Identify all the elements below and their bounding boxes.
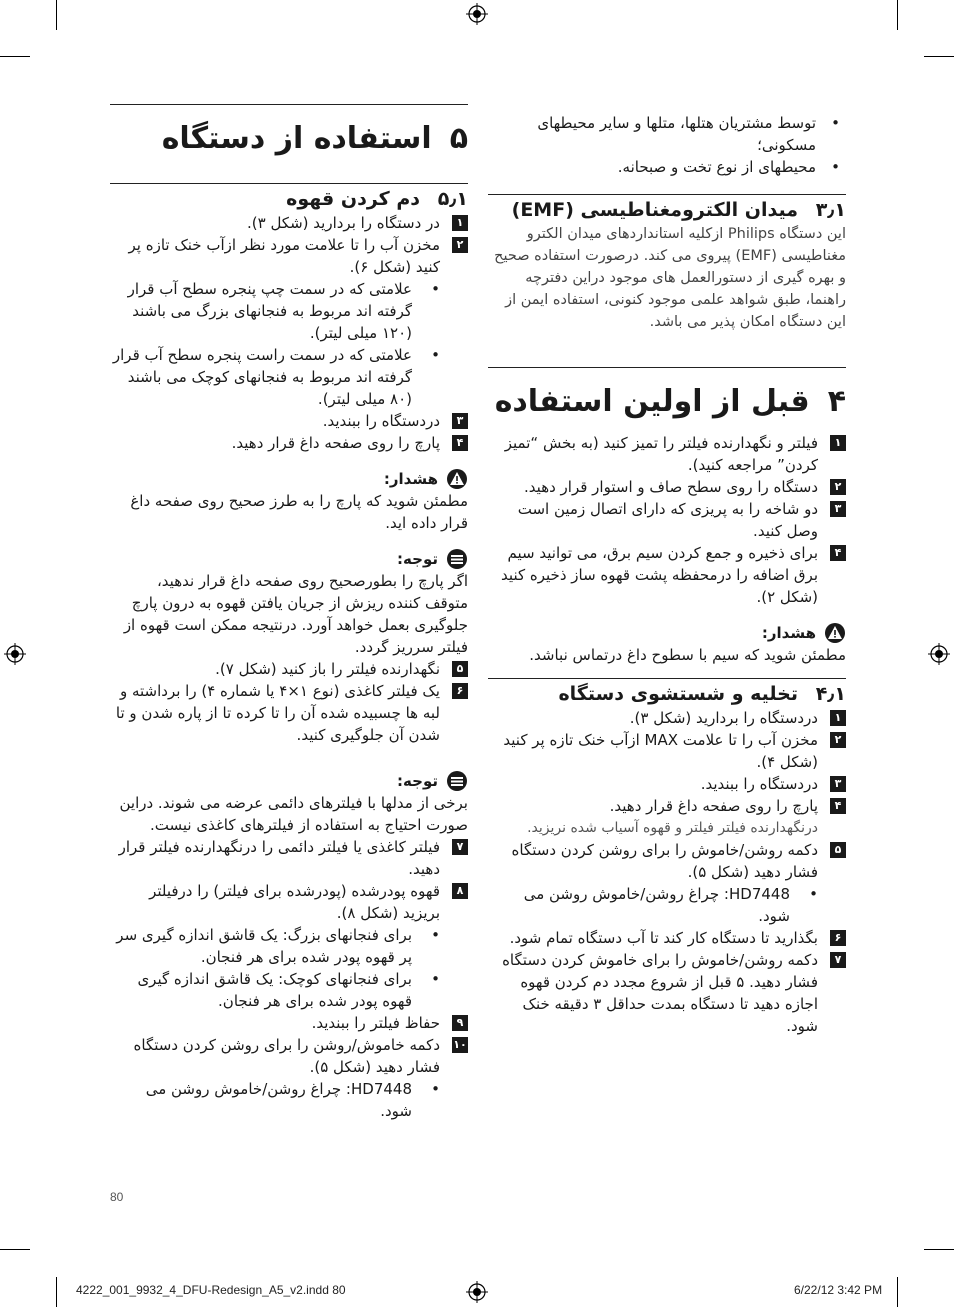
list-item: • HD7448: چراغ روشن/خاموش روشن می شود.	[488, 883, 846, 927]
note-heading: توجه:	[110, 548, 468, 570]
divider	[110, 183, 468, 184]
step-item: ۲ مخزن آب را تا علامت مورد نظر ازآب خنک تازه پر کنید (شکل ۶).	[110, 234, 468, 278]
step-item: ۶ یک فیلتر کاغذی (نوع ۱×۴ یا شماره ۴) را برداشته و لبه ها چسبیده شده آن را تا کرده تا از پاره شدن و تا شدن آن جلوگیری کنید.	[110, 680, 468, 746]
step-item: ۱ در دستگاه را بردارید (شکل ٣).	[110, 212, 468, 234]
registration-mark-icon	[466, 1281, 488, 1303]
step-item: ۹ حفاظ فیلتر را ببندید.	[110, 1012, 468, 1034]
list-item: • علامتی که در سمت راست پنجره سطح آب قرار گرفته اند مربوط به فنجانهای کوچک می باشند (۸۰ میلی لیتر).	[110, 344, 468, 410]
note-heading: توجه:	[110, 770, 468, 792]
crop-mark	[56, 1277, 57, 1307]
step-item: ۴ برای ذخیره و جمع کردن سیم برق، می توانید سیم برق اضافه را درمحفظه پشت قهوه ساز ذخیره کنید (شکل ٢).	[488, 542, 846, 608]
crop-mark	[0, 56, 30, 57]
step-item: ۲ مخزن آب را تا علامت MAX ازآب خنک تازه پر کنید (شکل ۴).	[488, 729, 846, 773]
crop-mark	[897, 1277, 898, 1307]
step-item: ۷ فیلتر کاغذی یا فیلتر دائمی را درنگهدارنده فیلتر قرار دهید.	[110, 836, 468, 880]
step-item: ۵ نگهدارنده فیلتر را باز کنید (شکل ۷).	[110, 658, 468, 680]
footer-file-name: 4222_001_9932_4_DFU-Redesign_A5_v2.indd 80	[76, 1283, 346, 1297]
crop-mark	[56, 0, 57, 30]
page-number: 80	[110, 1190, 124, 1204]
emf-body: این دستگاه Philips ازکلیه استانداردهای میدان الکترو مغناطیسی (EMF) پیروی می کند. درصورت استفاده صحیح و بهره گیری از دستورالعمل های موجود دراین دفترچه راهنما، طبق شواهد علمی موجود کنونی، استفاده ایمن از این دستگاه امکان پذیر می باشد.	[494, 226, 846, 330]
list-item: • توسط مشتریان هتلها، متلها و سایر محیطهای مسکونی؛	[488, 112, 846, 156]
step-item: ۱ فیلتر و نگهدارنده فیلتر را تمیز کنید (به بخش “تمیز کردن” مراجعه کنید).	[488, 432, 846, 476]
step-item: ۳ دردستگاه را ببندید.	[488, 773, 846, 795]
footer-date-time: 6/22/12 3:42 PM	[794, 1283, 883, 1297]
list-item: • برای فنجانهای کوچک: یک قاشق اندازه گیری قهوه پودر شده برای هر فنجان.	[110, 968, 468, 1012]
right-column	[488, 112, 846, 1037]
crop-mark	[897, 0, 898, 30]
crop-mark	[924, 56, 954, 57]
note-icon	[446, 548, 468, 570]
step-item: ۳ دو شاخه را به پریزی که دارای اتصال زمین است وصل کنید.	[488, 498, 846, 542]
warning-heading: هشدار:	[110, 468, 468, 490]
list-item: • محیطهای از نوع تخت و صبحانه.	[488, 156, 846, 178]
note-text: اگر پارچ را بطورصحیح روی صفحه داغ قرار ندهید، متوقف کننده ریزش از جریان یافتن قهوه به درون پارچ جلوگیری بعمل خواهد آورد. درنتیجه ممکن است قهوه از فیلتر سرریز گردد.	[123, 572, 468, 656]
muted-note: درنگهدارنده فیلتر فیلتر و قهوه آسیاب شده نریزید.	[527, 820, 818, 836]
divider	[488, 367, 846, 368]
section-heading-4: ۴ قبل از اولین استفاده	[494, 384, 846, 419]
divider	[488, 678, 846, 679]
section-heading-5: ۵ استفاده از دستگاه	[161, 121, 468, 156]
step-item: ۵ دکمه روشن/خاموش را برای روشن کردن دستگاه فشار دهید (شکل ۵).	[488, 839, 846, 883]
registration-mark-icon	[4, 643, 26, 665]
warning-icon	[824, 623, 846, 643]
step-item: ۶ بگذارید تا دستگاه کار کند تا آب دستگاه تمام شود.	[488, 927, 846, 949]
step-item: ۴ پارچ را روی صفحه داغ قرار دهید.	[110, 432, 468, 454]
step-item: ۷ دکمه روشن/خاموش را برای خاموش کردن دستگاه فشار دهید. ۵ قبل از شروع مجدد دم کردن قهوه اجازه دهید تا دستگاه بمدت حداقل ۳ دقیقه خنک شود.	[488, 949, 846, 1037]
divider	[110, 104, 468, 105]
list-item: • علامتی که در سمت چپ پنجره سطح آب قرار گرفته اند مربوط به فنجانهای بزرگ می باشند (۱۲۰ میلی لیتر).	[110, 278, 468, 344]
section-heading-4-1: ۴٫۱ تخلیه و شستشوی دستگاه	[558, 683, 846, 705]
registration-mark-icon	[928, 643, 950, 665]
step-item: ۲ دستگاه را روی سطح صاف و استوار قرار دهید.	[488, 476, 846, 498]
warning-text: مطمئن شوید که پارچ را به طرز صحیح روی صفحه داغ قرار داده اید.	[130, 492, 468, 532]
divider	[488, 194, 846, 195]
step-item: ۳ دردستگاه را ببندید.	[110, 410, 468, 432]
step-item: ۱ دردستگاه را بردارید (شکل ٣).	[488, 707, 846, 729]
step-item: ۴ پارچ را روی صفحه داغ قرار دهید.	[488, 795, 846, 817]
note-text: برخی از مدلها با فیلترهای دائمی عرضه می شوند. دراین صورت احتیاج به استفاده از فیلترهای کاغذی نیست.	[119, 794, 468, 834]
crop-mark	[924, 1249, 954, 1250]
warning-icon	[446, 469, 468, 489]
section-heading-5-1: ۵٫۱ دم کردن قهوه	[286, 188, 468, 210]
list-item: • برای فنجانهای بزرگ: یک قاشق اندازه گیری سر پر قهوه پودر شده برای هر فنجان.	[110, 924, 468, 968]
registration-mark-icon	[466, 3, 488, 25]
list-item: • HD7448: چراغ روشن/خاموش روشن می شود.	[110, 1078, 468, 1122]
step-item: ۸ قهوه پودرشده (پودرشده برای فیلتر) را درفیلتر بریزید (شکل ۸).	[110, 880, 468, 924]
warning-heading: هشدار:	[488, 622, 846, 644]
note-icon	[446, 770, 468, 792]
step-item: ۱۰ دکمه خاموش/روشن را برای روشن کردن دستگاه فشار دهید (شکل ۵).	[133, 1036, 467, 1076]
left-column	[110, 104, 468, 1122]
warning-text: مطمئن شوید که سیم با سطوح داغ درتماس نباشد.	[529, 646, 846, 664]
section-heading-emf: ۳٫۱ میدان الکترومغناطیسی (EMF)	[511, 199, 846, 221]
crop-mark	[0, 1249, 30, 1250]
